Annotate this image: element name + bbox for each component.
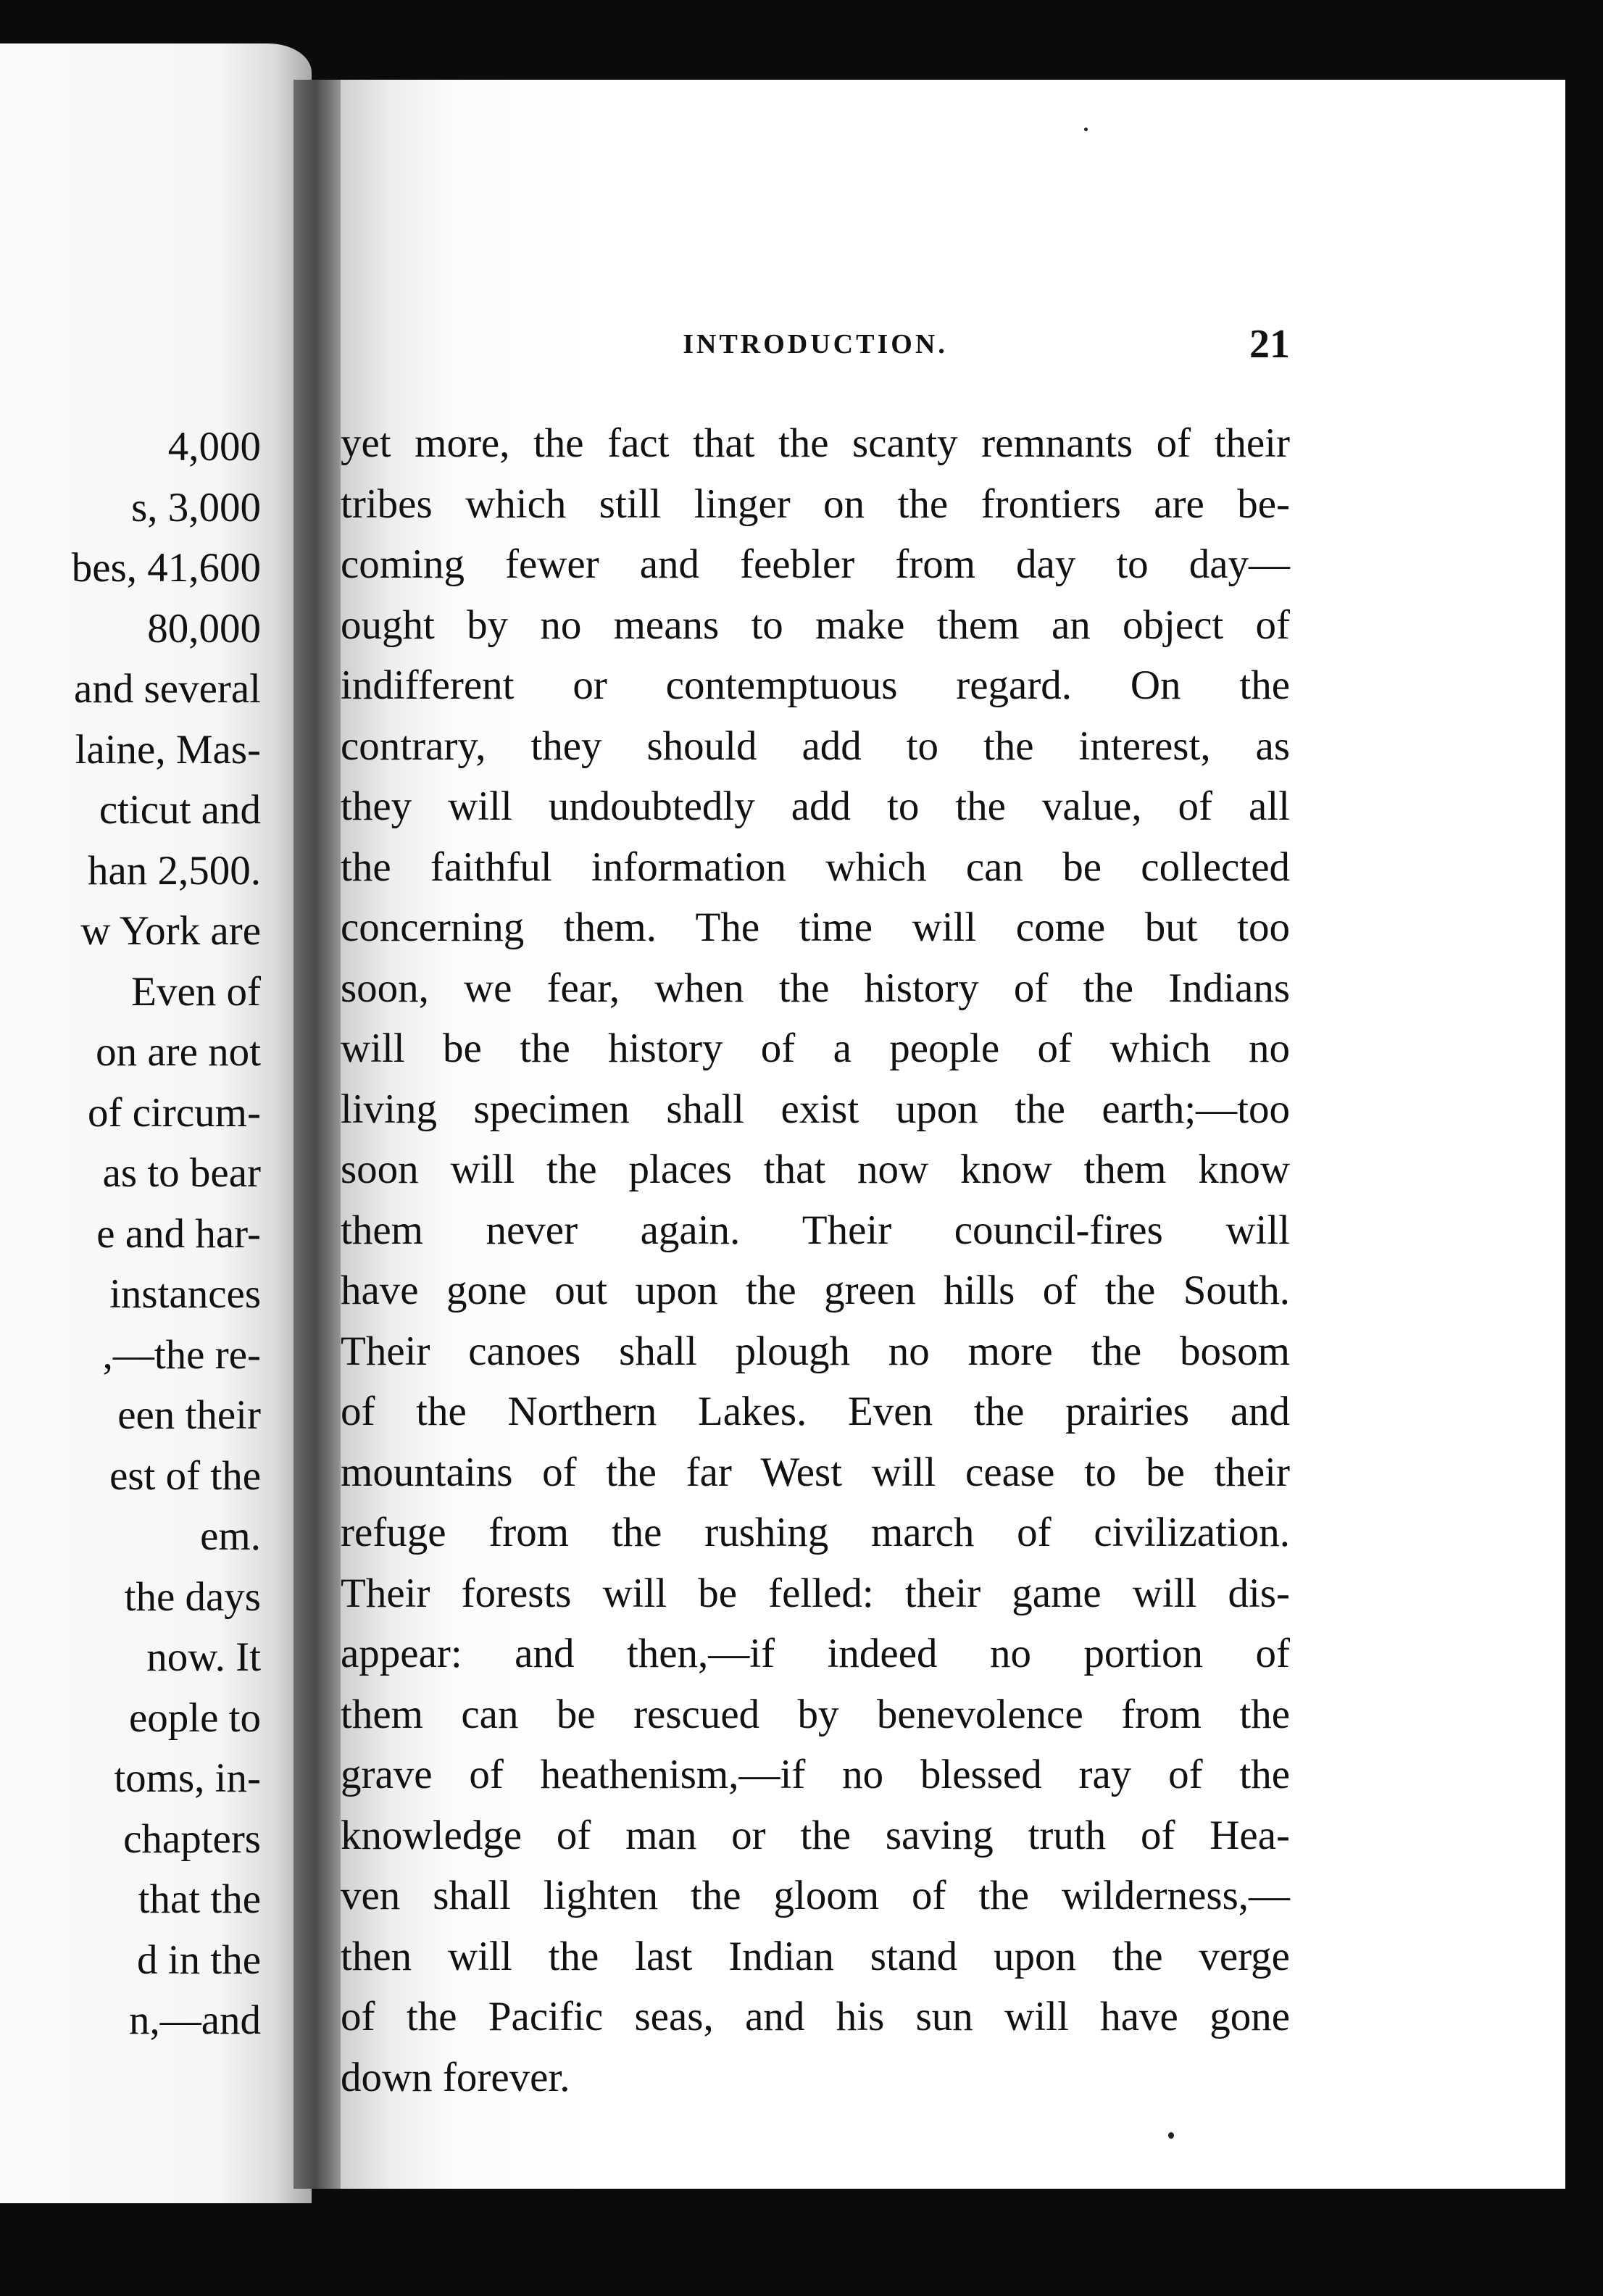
text-line: of the Northern Lakes. Even the prairies and <box>341 1389 1290 1434</box>
left-line: toms, in- <box>114 1755 261 1801</box>
left-page-text <box>0 417 261 2051</box>
scan-speck <box>1084 128 1088 131</box>
text-line: concerning them. The time will come but too <box>341 904 1290 950</box>
left-line: em. <box>200 1513 261 1559</box>
scan-speck <box>1168 2132 1174 2139</box>
text-line: appear: and then,—if indeed no portion of <box>341 1631 1290 1676</box>
text-line: will be the history of a people of which no <box>341 1026 1290 1071</box>
text-line: have gone out upon the green hills of the South. <box>341 1268 1290 1313</box>
text-line: mountains of the far West will cease to be their <box>341 1449 1290 1495</box>
left-line: and several <box>74 666 261 712</box>
left-line: e and har- <box>96 1210 261 1257</box>
left-line: 80,000 <box>147 605 261 652</box>
text-line: living specimen shall exist upon the earth;—too <box>341 1086 1290 1132</box>
running-head: INTRODUCTION. <box>683 329 948 359</box>
text-line: Their forests will be felled: their game will dis- <box>341 1570 1290 1616</box>
left-line: d in the <box>137 1937 261 1983</box>
text-line: ven shall lighten the gloom of the wilderness,— <box>341 1873 1290 1918</box>
left-line: n,—and <box>128 1997 261 2043</box>
text-line: knowledge of man or the saving truth of Hea- <box>341 1812 1290 1858</box>
left-line: instances <box>109 1271 261 1317</box>
text-line: contrary, they should add to the interest, as <box>341 723 1290 769</box>
left-line: on are not <box>96 1029 261 1075</box>
text-line: soon will the places that now know them know <box>341 1147 1290 1192</box>
left-line: cticut and <box>99 787 261 833</box>
left-line: eople to <box>128 1694 261 1741</box>
text-line: indifferent or contemptuous regard. On the <box>341 662 1290 708</box>
text-line: them can be rescued by benevolence from the <box>341 1691 1290 1737</box>
text-line: ought by no means to make them an object of <box>341 602 1290 648</box>
left-line: w York are <box>80 908 261 954</box>
left-line: now. It <box>146 1634 261 1680</box>
text-line: the faithful information which can be collected <box>341 844 1290 890</box>
text-line: of the Pacific seas, and his sun will have gone <box>341 1994 1290 2039</box>
left-line: laine, Mas- <box>75 726 261 773</box>
text-line: yet more, the fact that the scanty remnants of their <box>341 420 1290 466</box>
body-text <box>341 413 1290 2108</box>
left-line: s, 3,000 <box>131 484 261 531</box>
left-line: as to bear <box>102 1150 261 1196</box>
left-line: of circum- <box>88 1089 261 1136</box>
left-line: 4,000 <box>167 424 261 470</box>
text-line: refuge from the rushing march of civilization. <box>341 1510 1290 1555</box>
text-line: them never again. Their council-fires will <box>341 1207 1290 1253</box>
left-line: est of the <box>109 1452 261 1499</box>
page-number: 21 <box>1249 322 1290 367</box>
left-line: chapters <box>123 1815 261 1862</box>
left-line: Even of <box>131 968 261 1015</box>
left-line: han 2,500. <box>87 847 261 894</box>
left-line: een their <box>117 1392 261 1438</box>
text-line: they will undoubtedly add to the value, of all <box>341 783 1290 829</box>
left-line: the days <box>124 1573 261 1620</box>
left-line: that the <box>138 1876 261 1922</box>
text-line: grave of heathenism,—if no blessed ray of the <box>341 1752 1290 1797</box>
text-line: coming fewer and feebler from day to day— <box>341 541 1290 587</box>
text-line: tribes which still linger on the frontiers are be- <box>341 481 1290 527</box>
page-header <box>341 319 1290 370</box>
text-line: down forever. <box>341 2054 570 2100</box>
text-line: Their canoes shall plough no more the bosom <box>341 1328 1290 1374</box>
text-line: then will the last Indian stand upon the verge <box>341 1933 1290 1979</box>
left-line: ,—the re- <box>102 1331 261 1378</box>
text-line: soon, we fear, when the history of the Indians <box>341 965 1290 1011</box>
left-page <box>0 43 312 2203</box>
left-line: bes, 41,600 <box>71 545 261 591</box>
